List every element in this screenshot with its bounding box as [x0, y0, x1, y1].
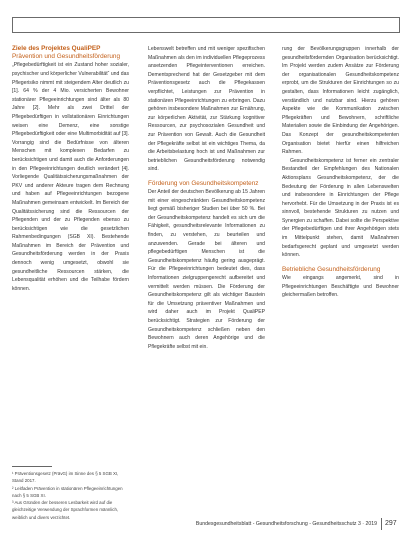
column-1: [12, 45, 129, 293]
body-paragraph: Der Anteil der deutschen Bevölkerung ab 15 Jahren mit einer eingeschränkten Gesundheitskompetenz liegt gemäß bisheriger Studien bei über 50 %. Bei der Gesundheitskompetenz handelt es sich um die Fähigkeit, gesundheitsrelevante Informationen zu finden, zu verstehen, zu beurteilen und anzuwenden. Gerade bei älteren und pflegebedürftigen Menschen ist die Gesundheitskompetenz häufig gering ausgeprägt. Für die Pflegeeinrichtungen bedeutet dies, dass Informationen zielgruppengerecht aufbereitet und vermittelt werden müssen. Die Förderung der Gesundheitskompetenz gilt als wichtiger Baustein für die Umsetzung präventiver Maßnahmen und wird daher auch im Projekt QualiPEP berücksichtigt. Strategien zur Förderung der Gesundheitskompetenz schließen neben den Bewohnern auch deren Angehörige und die Pflegekräfte selbst mit ein.: [148, 189, 265, 350]
footnote: ¹ Präventionsgesetz (PrävG) im Sinne des § 5 SGB XI, Stand 2017.: [12, 471, 119, 484]
body-paragraph: „Pflegebedürftigkeit ist ein Zustand hoher sozialer, psychischer und körperlicher Vulnerabilität“ und das Pflegerisiko nimmt mit steigendem Alter deutlich zu [1]. 64 % der 4 Mio. versicherten Bewohner stationärer Pflegeeinrichtungen sind älter als 80 Jahre [2]. Mehr als zwei Drittel der Pflegebedürftigen in vollstationären Einrichtungen weisen eine Demenz, eine sonstige Pflegebedürftigkeit oder eine Multimorbidität auf [3]. Vorrangig sind die Bedürfnisse von älteren Menschen mit komplexen Bedarfen zu berücksichtigen und damit auch die Anforderungen in den Pflegeeinrichtungen deutlich verändert [4]. Vorliegende Qualitätssicherungsmaßnahmen der PKV und anderer Akteure tragen dem Rechnung und haben auf Pflegeeinrichtungen bezogene Maßnahmen gemeinsam entwickelt. Im Bereich der Qualitätssicherung sind die Ressourcen der Pflegenden und der zu Pflegenden ebenso zu berücksichtigen wie die gesetzlichen Rahmenbedingungen (SGB XI). Bestehende Maßnahmen im Bereich der Prävention und Gesundheitsförderung werden in der Praxis dennoch wenig umgesetzt, obwohl sie gesundheitliche Ressourcen stärken, die Lebensqualität erhöhen und die Teilhabe fördern können.: [12, 62, 129, 292]
footnote-divider: [12, 466, 52, 467]
section-heading: Ziele des Projektes QualiPEP: [12, 45, 101, 52]
subsection-heading: Prävention und Gesundheitsförderung: [12, 53, 121, 61]
footnotes: [12, 466, 129, 521]
subsection-heading: Förderung von Gesundheitskompetenz: [148, 179, 259, 187]
footnote: ³ Aus Gründen der besseren Lesbarkeit wird auf die gleichzeitige Verwendung der Sprachformen männlich, weiblich und divers verzichtet.: [12, 500, 119, 520]
journal-footer: Bundesgesundheitsblatt - Gesundheitsforschung - Gesundheitsschutz 3 · 2019: [195, 521, 377, 527]
page-number: 297: [381, 518, 407, 530]
body-paragraph: Lebenswelt betreffen und mit weniger spezifischen Maßnahmen als den im individuellen Pflegeprozess ansetzenden Pflegeinterventionen erreichen. Dementsprechend hat der Gesetzgeber mit dem Präventionsgesetz auch die Pflegekassen verpflichtet, Leistungen zur Prävention in stationären Pflegeeinrichtungen zu erbringen. Dazu gehören insbesondere Maßnahmen zur Ernährung, zur körperlichen Aktivität, zur Stärkung kognitiver Ressourcen, zur psychosozialen Gesundheit und zur Prävention von Gewalt. Auch die Gesundheit der Pflegekräfte selbst ist ein wichtiges Thema, da die Arbeitsbelastung hoch ist und Maßnahmen zur betrieblichen Gesundheitsförderung notwendig sind.: [148, 46, 265, 173]
column-2: [148, 45, 265, 351]
body-paragraph: Gesundheitskompetenz ist ferner ein zentraler Bestandteil der Empfehlungen des Nationalen Aktionsplans Gesundheitskompetenz, der die Bedeutung der Förderung in allen Lebenswelten und insbesondere in Einrichtungen der Pflege hervorhebt. Für die Umsetzung in der Praxis ist es sinnvoll, bestehende Strukturen zu nutzen und Synergien zu schaffen. Dabei sollte die Perspektive der Pflegebedürftigen und ihrer Angehörigen stets im Mittelpunkt stehen, damit Maßnahmen bedarfsgerecht geplant und umgesetzt werden können.: [282, 157, 399, 259]
footnote: ² Leitfaden Prävention in stationären Pflegeeinrichtungen nach § 5 SGB XI.: [12, 485, 123, 498]
column-3: [282, 45, 399, 300]
body-paragraph: rung der Bevölkerungsgruppen innerhalb der gesundheitsfördernden Organisation berücksichtigt. Im Projekt werden zudem Ansätze zur Förderung der organisationalen Gesundheitskompetenz erprobt, um die Strukturen der Einrichtungen so zu gestalten, dass Informationen leicht zugänglich, verständlich und nutzbar sind. Hierzu gehören Aspekte wie die Kommunikation zwischen Pflegekräften und Bewohnern, schriftliche Materialien sowie die Einbindung der Angehörigen. Das Konzept der gesundheitskompetenten Organisation bietet hierfür einen hilfreichen Rahmen.: [282, 46, 399, 156]
subsection-heading: Betriebliche Gesundheitsförderung: [282, 265, 381, 273]
body-paragraph: Wie eingangs angemerkt, sind in Pflegeeinrichtungen Beschäftigte und Bewohner gleichermaßen betroffen.: [282, 275, 399, 299]
header-bar: [12, 17, 400, 33]
